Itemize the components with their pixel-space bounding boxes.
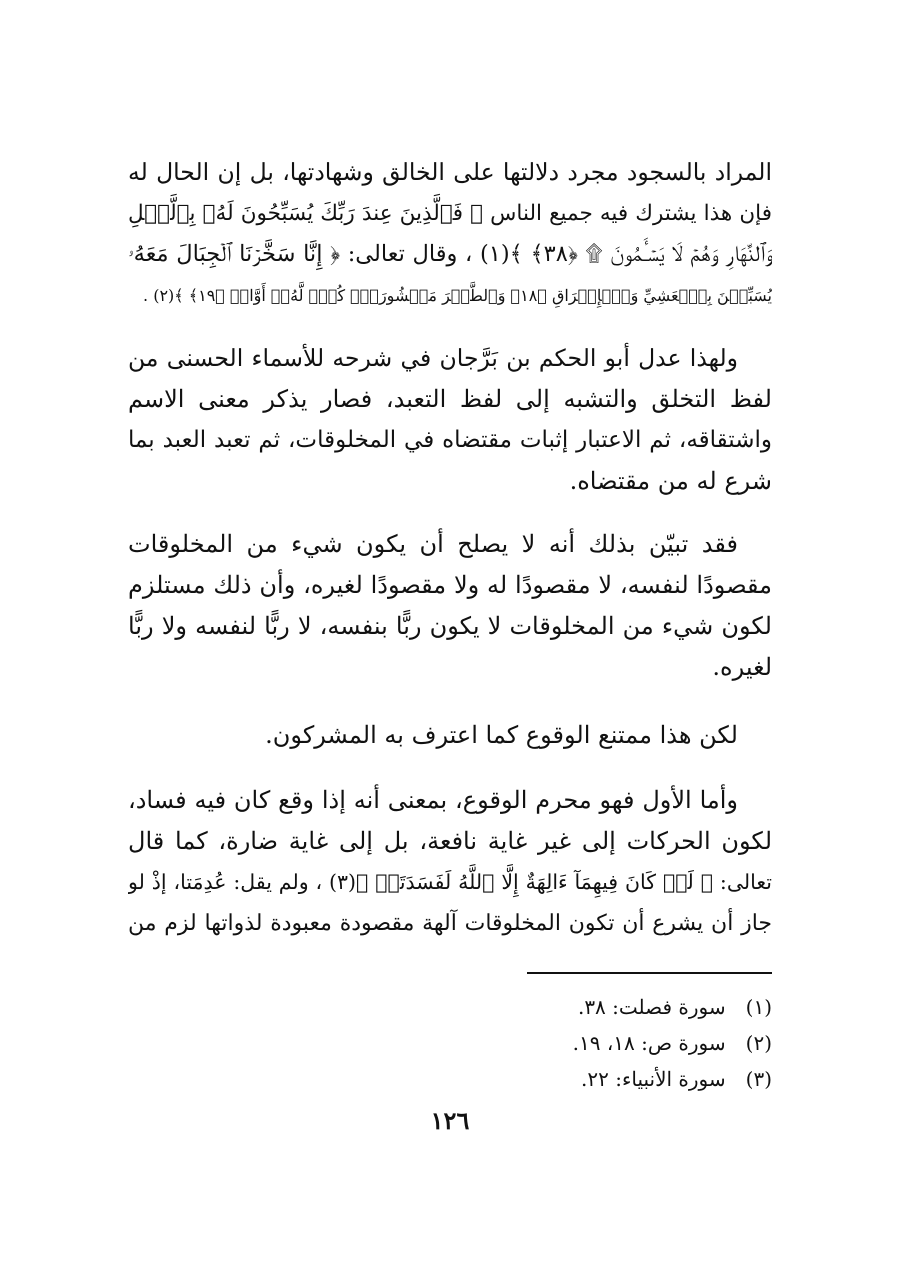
- footnote-text: سورة الأنبياء: ٢٢.: [581, 1067, 726, 1091]
- footnote: [578, 992, 772, 1022]
- text-line: فإن هذا يشترك فيه جميع الناس ﴿ فَٱلَّذِينَ عِندَ رَبِّكَ يُسَبِّحُونَ لَهُۥ بِٱلَّيۡلِ: [128, 201, 772, 226]
- text-line: يُسَبِّحۡنَ بِٱلۡعَشِيِّ وَٱلۡإِشۡرَاقِ ﴿١٨﴾ وَٱلطَّيۡرَ مَحۡشُورَةٗۖ كُلّٞ لَّهُۥٓ أَوَّابٞ ﴿١٩﴾ ﴾(٢) .: [143, 286, 772, 305]
- text-line: وَٱلنَّهَارِ وَهُمۡ لَا يَسۡـَٔمُونَ ۩ ﴿٣٨﴾ ﴾(١) ، وقال تعالى: ﴿ إِنَّا سَخَّرۡنَا ٱلۡجِبَالَ مَعَهُۥ: [128, 241, 772, 267]
- text-line: تعالى: ﴿ لَوۡ كَانَ فِيهِمَآ ءَالِهَةٌ إِلَّا ٱللَّهُ لَفَسَدَتَاۚ ﴾(٣) ، ولم يقل: عُدِمَتا، إذْ لو: [128, 870, 772, 894]
- text-line: لكون شيء من المخلوقات لا يكون ربًّا بنفسه، لا ربًّا لنفسه ولا ربًّا: [128, 612, 772, 640]
- text-line: جاز أن يشرع أن تكون المخلوقات آلهة مقصودة معبودة لذواتها لزم من: [128, 911, 772, 936]
- footnote-text: سورة فصلت: ٣٨.: [577, 995, 726, 1019]
- text-line: شرع له من مقتضاه.: [569, 467, 772, 495]
- text-line: لكون الحركات إلى غير غاية نافعة، بل إلى غاية ضارة، كما قال: [128, 827, 772, 855]
- footnote-number: (٣): [745, 1067, 772, 1091]
- paragraph-5: [128, 780, 772, 944]
- footnote-text: سورة ص: ١٨، ١٩.: [572, 1031, 726, 1055]
- text-line: لغيره.: [712, 653, 772, 681]
- text-line: المراد بالسجود مجرد دلالتها على الخالق وشهادتها، بل إن الحال له: [128, 158, 772, 186]
- footnote-separator: [527, 972, 772, 974]
- footnote: [581, 1064, 772, 1094]
- paragraph-4: [128, 715, 772, 756]
- paragraph-3: [128, 524, 772, 688]
- text-line: ولهذا عدل أبو الحكم بن بَرَّجان في شرحه للأسماء الحسنى من: [128, 344, 738, 372]
- text-line: لكن هذا ممتنع الوقوع كما اعترف به المشركون.: [265, 721, 738, 749]
- text-line: مقصودًا لنفسه، لا مقصودًا له ولا مقصودًا لغيره، وأن ذلك مستلزم: [128, 571, 772, 599]
- footnote-number: (٢): [745, 1031, 772, 1055]
- text-line: لفظ التخلق والتشبه إلى لفظ التعبد، فصار يذكر معنى الاسم: [128, 385, 772, 413]
- paragraph-1: [128, 152, 772, 316]
- text-line: وأما الأول فهو محرم الوقوع، بمعنى أنه إذا وقع كان فيه فساد،: [128, 786, 738, 814]
- paragraph-2: [128, 338, 772, 502]
- page-number: ١٢٦: [430, 1106, 470, 1135]
- text-line: فقد تبيّن بذلك أنه لا يصلح أن يكون شيء من المخلوقات: [128, 530, 738, 558]
- footnote: [573, 1028, 772, 1058]
- text-line: واشتقاقه، ثم الاعتبار إثبات مقتضاه في المخلوقات، ثم تعبد العبد بما: [128, 427, 772, 453]
- footnote-number: (١): [745, 995, 772, 1019]
